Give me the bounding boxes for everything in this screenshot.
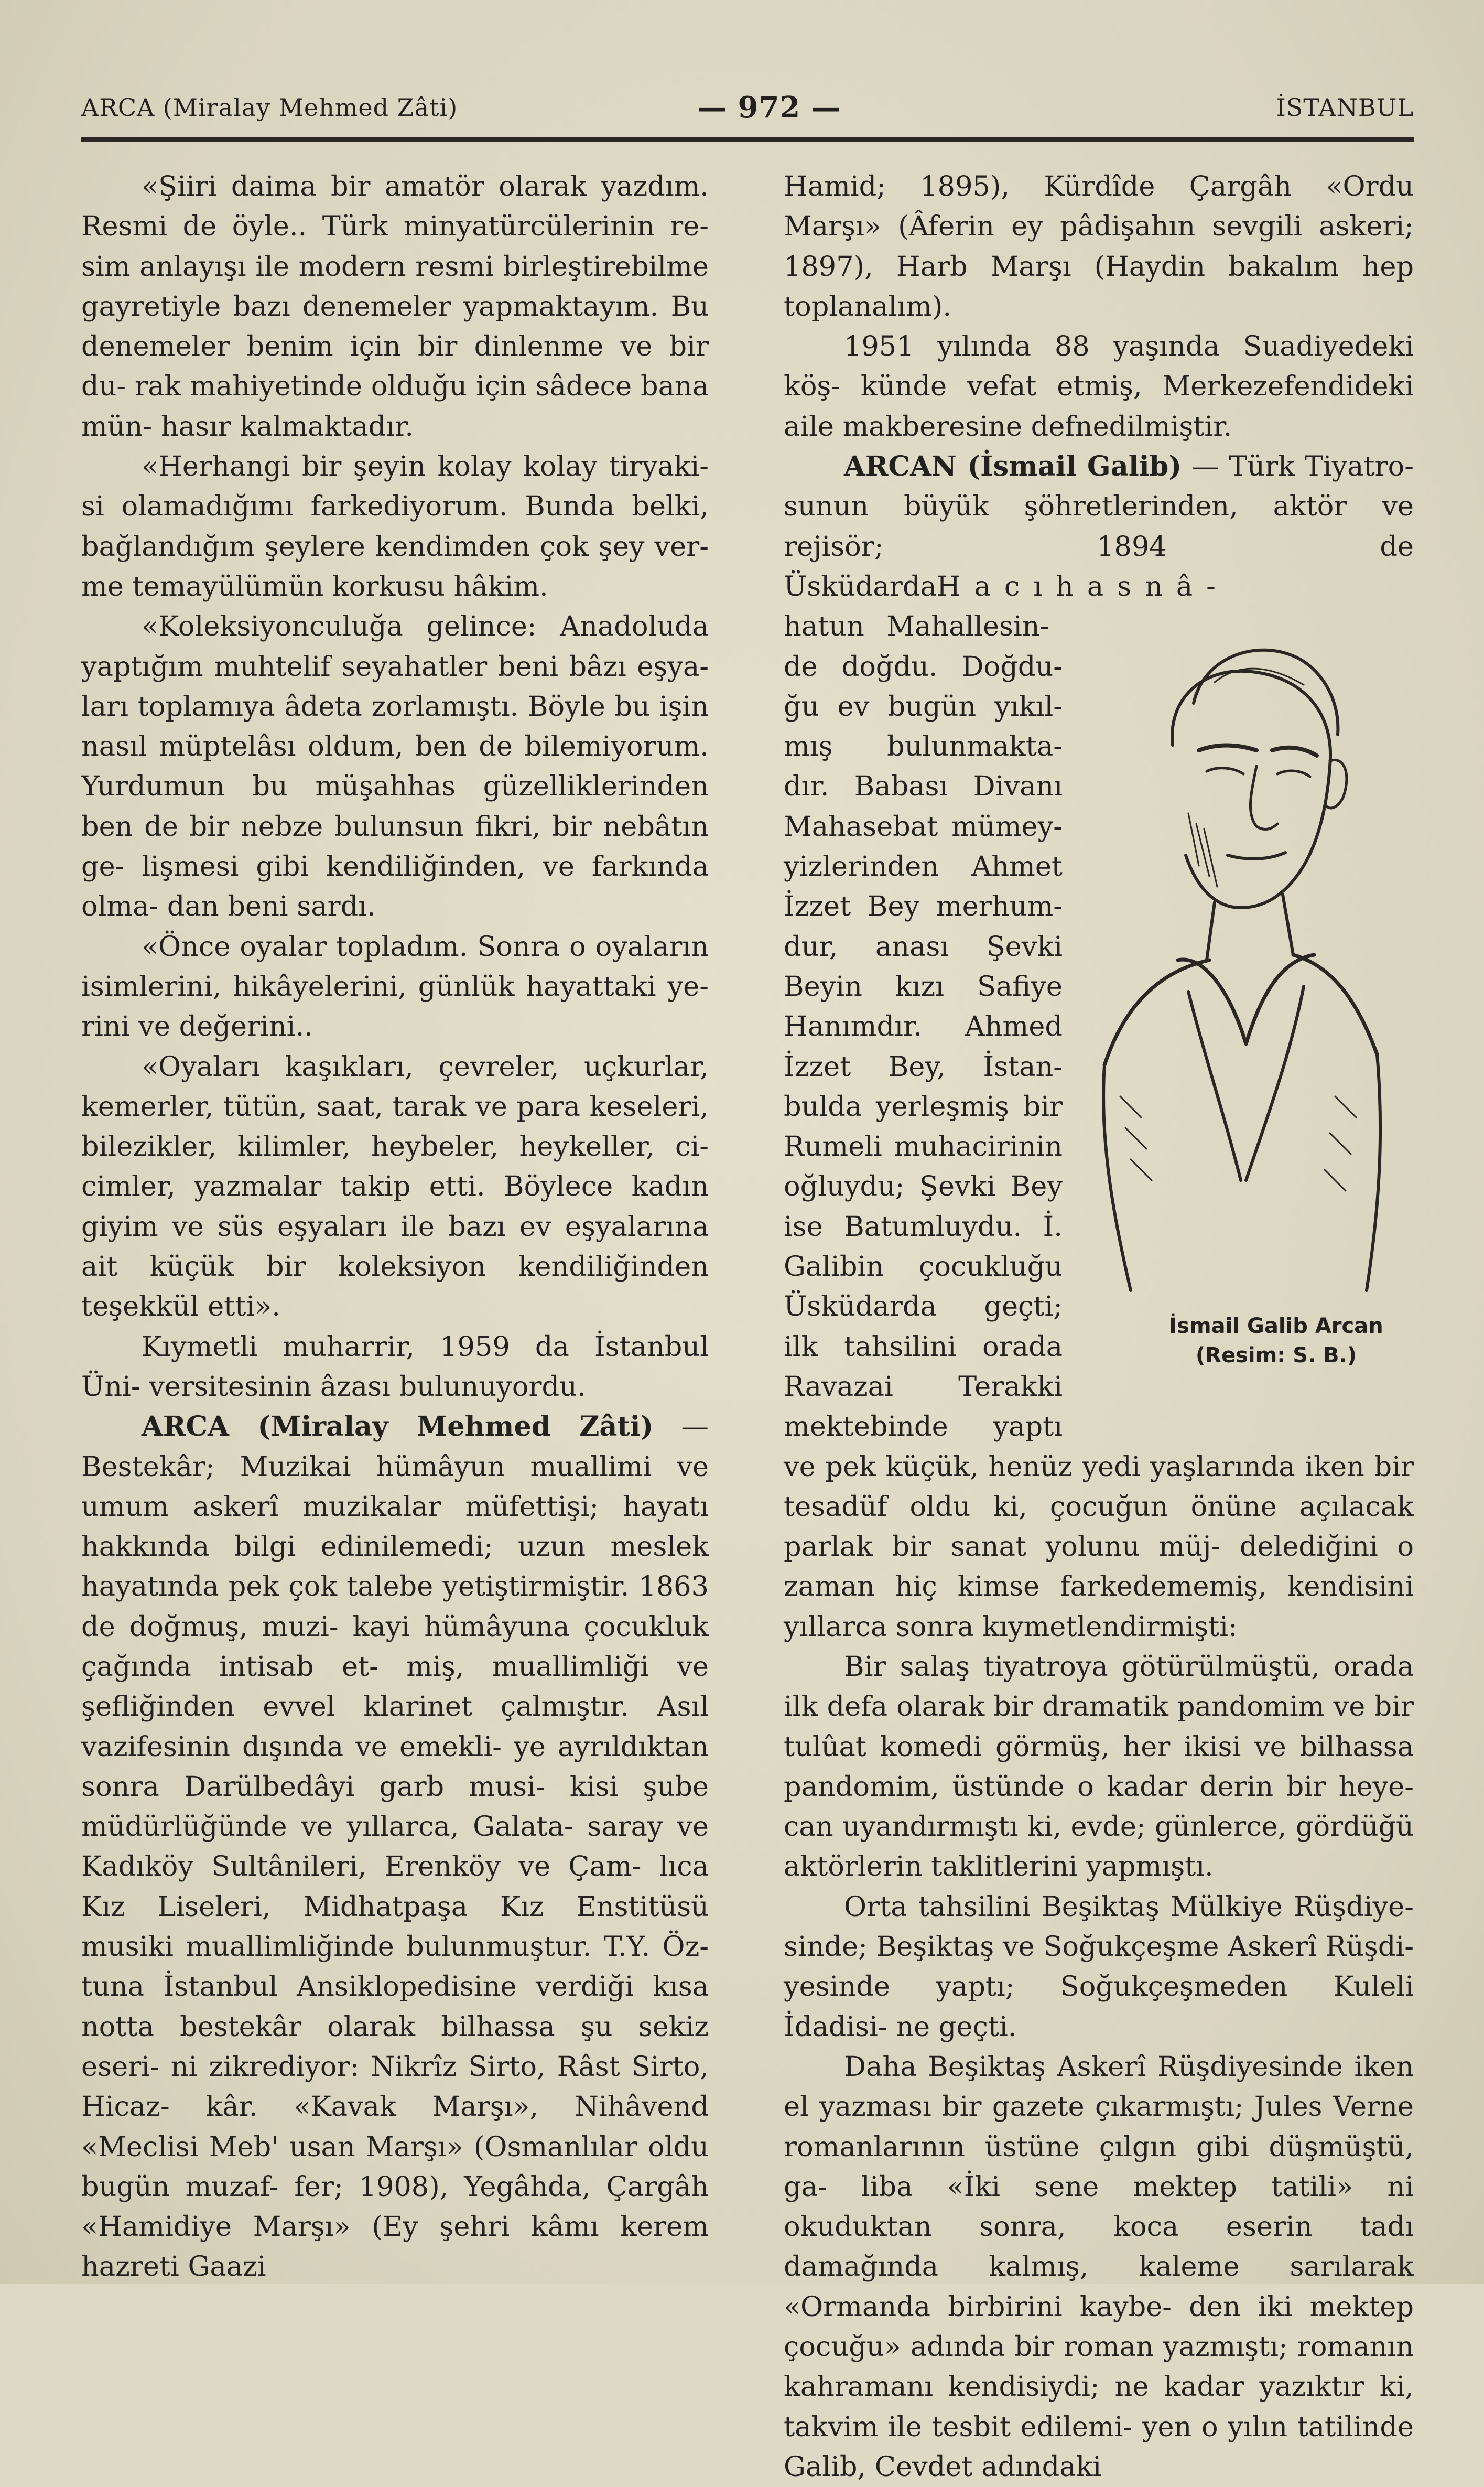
body-paragraph: Orta tahsilini Beşiktaş Mülkiye Rüşdiye- sinde; Beşiktaş ve Soğukçeşme Askerî Rüşdi- yesinde yaptı; Soğukçeşmeden Kuleli İdadisi- ne geçti. xyxy=(784,1890,1414,2043)
quote-paragraph: «Koleksiyonculuğa gelince: Anadoluda yaptığım muhtelif seyahatler beni bâzı eşya- ları toplamıya âdeta zorlamıştı. Böyle bu işin nasıl müptelâsı oldum, ben de bilemiyorum. Yurdumun bu müşahhas güzelliklerinden ben de bir nebze bulunsun fikri, bir nebâtın ge- lişmesi gibi kendiliğinden, ve farkında olma- dan beni sardı. xyxy=(81,610,709,923)
body-paragraph: Hamid; 1895), Kürdîde Çargâh «Ordu Marşı» (Âferin ey pâdişahın sevgili askeri; 1897), Harb Marşı (Haydin bakalım hep toplanalım). xyxy=(784,170,1414,322)
body-paragraph: Daha Beşiktaş Askerî Rüşdiyesinde iken el yazması bir gazete çıkarmıştı; Jules Verne romanlarının üstüne çılgın gibi düşmüştü, ga- liba «İki sene mektep tatili» ni okuduktan sonra, koca eserin tadı damağında kalmış, kaleme sarılarak «Ormanda birbirini kaybe- den iki mektep çocuğu» adında bir roman yazmıştı; romanın kahramanı kendisiydi; ne kadar yazıktır ki, takvim ile tesbit edilemi- yen o yılın tatilinde Galib, Cevdet adındaki xyxy=(784,2050,1414,2483)
entry-spaced-word: Hacıhasnâ- xyxy=(936,570,1229,602)
entry-heading: ARCAN (İsmail Galib) xyxy=(844,450,1182,483)
quote-paragraph: «Oyaları kaşıkları, çevreler, uçkurlar, kemerler, tütün, saat, tarak ve para keseleri, bilezikler, kilimler, heybeler, heykeller, ci- cimler, yazmalar takip etti. Böylece kadın giyim ve süs eşyaları ile bazı ev eşyalarına ait küçük bir koleksiyon kendiliğinden teşekkül etti». xyxy=(81,1050,709,1323)
caption-name: İsmail Galib Arcan xyxy=(1169,1314,1383,1338)
quote-paragraph: «Herhangi bir şeyin kolay kolay tiryaki- si olamadığımı farkediyorum. Bunda belki, bağlandığım şeylere kendimden çok şey ver- me temayülümün korkusu hâkim. xyxy=(81,450,709,602)
running-head-title: İSTANBUL xyxy=(1276,93,1414,122)
running-head xyxy=(81,90,1414,130)
portrait-drawing xyxy=(1084,593,1398,1301)
entry-text: — Bestekâr; Muzikai hümâyun muallimi ve umum askerî muzikalar müfettişi; hayatı hakkında bilgi edinilemedi; uzun meslek hayatında pek çok talebe yetiştirmiştir. 1863 de doğmuş, muzi- kayi hümâyuna çocukluk çağında intisab et- miş, muallimliği ve şefliğinden evvel klarinet çalmıştır. Asıl vazifesinin dışında ve emekli- ye ayrıldıktan sonra Darülbedâyi garb musi- kisi şube müdürlüğünde ve yıllarca, Galata- saray ve Kadıköy Sultânileri, Erenköy ve Çam- lıca Kız Liseleri, Midhatpaşa Kız Enstitüsü musiki muallimliğinde bulunmuştur. T.Y. Öz- tuna İstanbul Ansiklopedisine verdiği kısa notta bestekâr olarak bilhassa şu sekiz eseri- ni zikrediyor: Nikrîz Sirto, Râst Sirto, Hicaz- kâr. «Kavak Marşı», Nihâvend «Meclisi Meb' usan Marşı» (Osmanlılar oldu bugün muzaf- fer; 1908), Yegâhda, Çargâh «Hamidiye Marşı» (Ey şehri kâmı kerem hazreti Gaazi xyxy=(81,1411,709,2283)
entry-intro: — Türk Tiyatro- sunun büyük şöhretlerinden, aktör ve rejisör; 1894 de Üsküdarda xyxy=(784,450,1414,602)
quote-paragraph: «Önce oyalar topladım. Sonra o oyaların isimlerini, hikâyelerini, günlük hayattaki ye- rini ve değerini.. xyxy=(81,930,709,1043)
left-column xyxy=(81,167,709,2287)
header-rule xyxy=(81,137,1414,142)
page-number: — 972 — xyxy=(697,90,841,125)
body-paragraph: 1951 yılında 88 yaşında Suadiyedeki köş- künde vefat etmiş, Merkezefendideki aile makberesine defnedilmiştir. xyxy=(784,330,1414,443)
portrait-figure xyxy=(1078,567,1414,1435)
entry-arca xyxy=(81,1407,709,2287)
right-column xyxy=(784,167,1414,2487)
caption-credit: (Resim: S. B.) xyxy=(1195,1343,1357,1368)
running-head-entry: ARCA (Miralay Mehmed Zâti) xyxy=(81,93,458,122)
entry-heading: ARCA (Miralay Mehmed Zâti) xyxy=(142,1411,654,1443)
body-paragraph: Bir salaş tiyatroya götürülmüştü, orada ilk defa olarak bir dramatik pandomim ve bir tulûat komedi görmüş, her ikisi ve bilhassa pandomim, üstünde o kadar derin bir heye- can uyandırmıştı ki, evde; günlerce, gördüğü aktörlerin taklitlerini yapmıştı. xyxy=(784,1650,1414,1883)
body-paragraph: Kıymetli muharrir, 1959 da İstanbul Üni- versitesinin âzası bulunuyordu. xyxy=(81,1330,709,1403)
entry-arcan xyxy=(784,447,1414,1647)
portrait-caption xyxy=(1078,1311,1414,1370)
quote-paragraph: «Şiiri daima bir amatör olarak yazdım. Resmi de öyle.. Türk minyatürcülerinin re- sim anlayışı ile modern resmi birleştirebilme gayretiyle bazı denemeler yapmaktayım. Bu denemeler benim için bir dinlenme ve bir du- rak mahiyetinde olduğu için sâdece bana mün- hasır kalmaktadır. xyxy=(81,170,709,443)
entry-text: hatun Mahallesin- de doğdu. Doğdu- ğu ev bugün yıkıl- mış bulunmakta- dır. Babası Divanı Mahasebat mümey- yizlerinden Ahmet İzzet Bey merhum- dur, anası Şevki Beyin kızı Safiye Hanımdır. Ahmed İzzet Bey, İstan- bulda yerleşmiş bir Rumeli muhacirinin oğluydu; Şevki Bey ise Batumluydu. İ. Galibin çocukluğu Üsküdarda geçti; ilk tahsilini orada Ravazai Terakki mektebinde yaptı ve pek küçük, henüz yedi yaşlarında iken bir tesadüf oldu ki, çocuğun önüne açılacak parlak bir sanat yolunu müj- delediğini o zaman hiç kimse farkedememiş, kendisini yıllarca sonra kıymetlendirmişti: xyxy=(784,610,1414,1643)
